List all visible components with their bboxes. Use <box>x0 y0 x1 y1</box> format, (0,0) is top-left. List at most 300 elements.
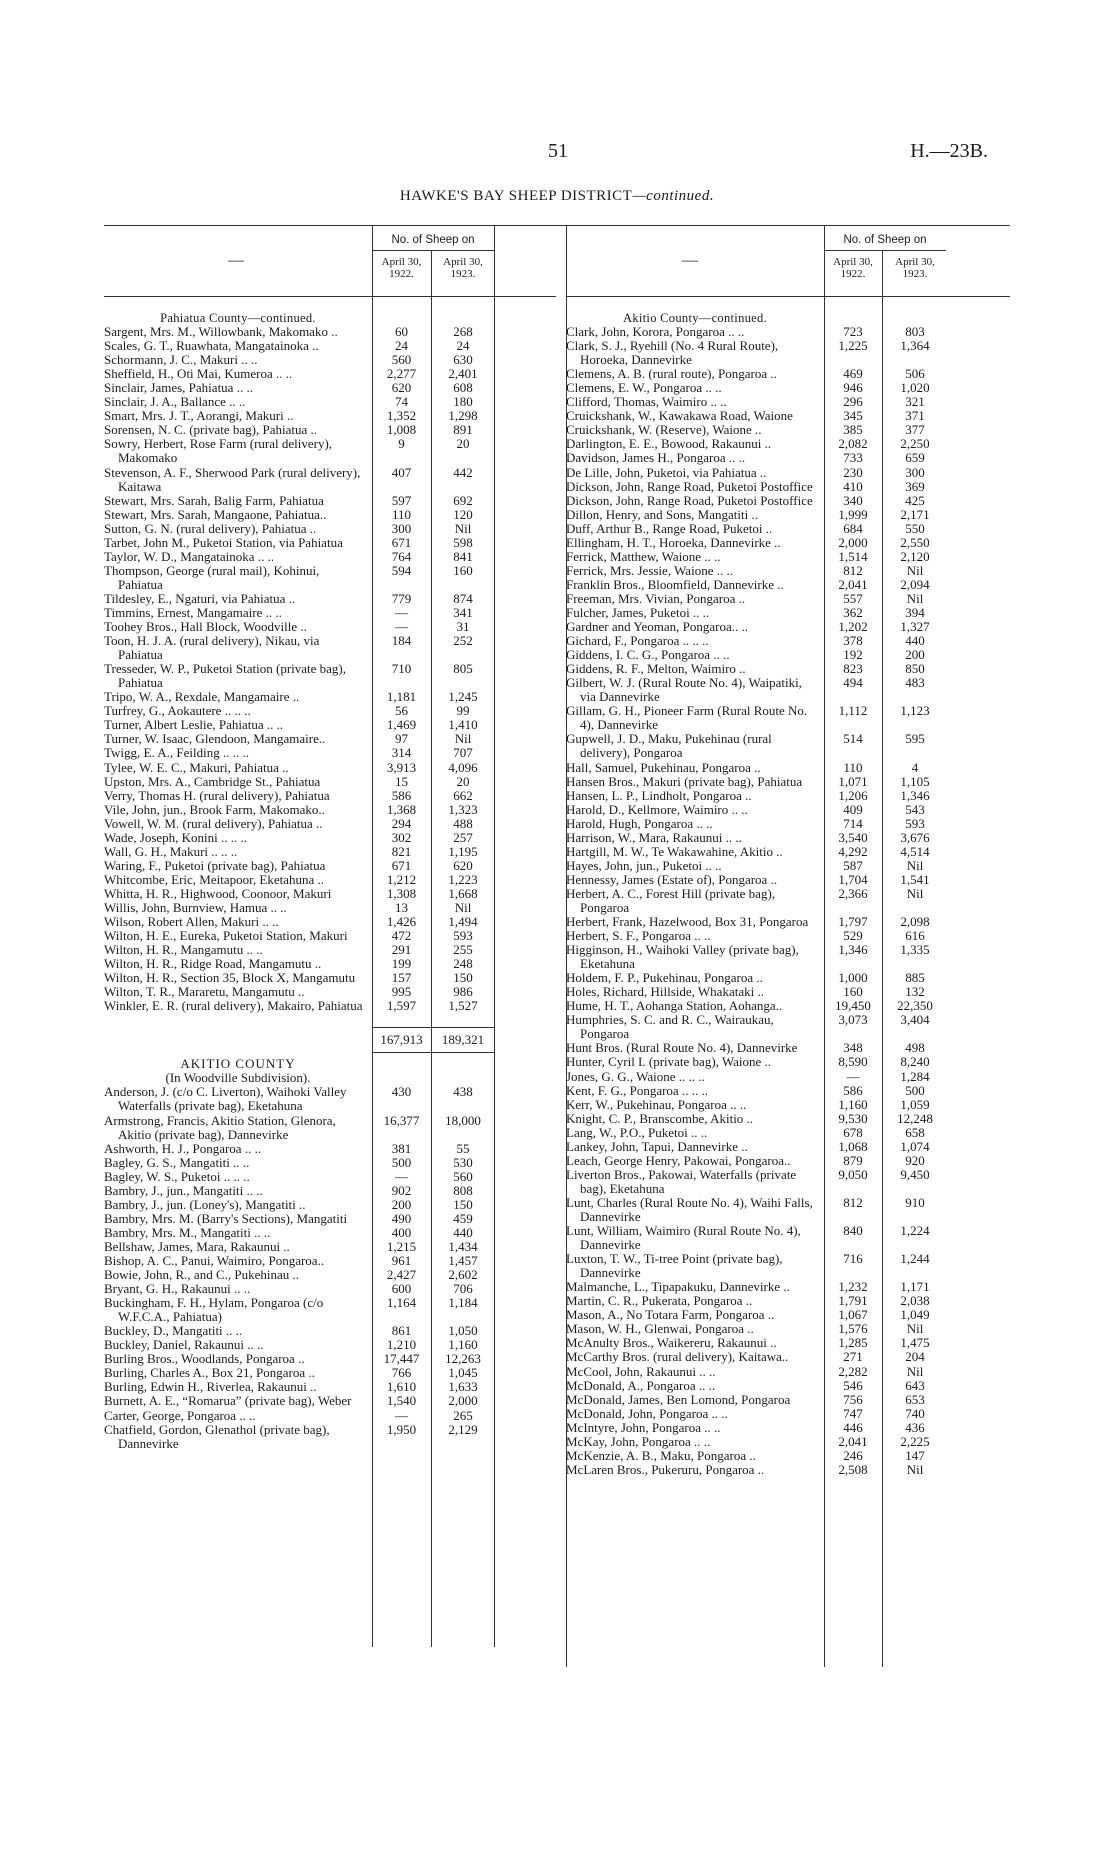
table-row <box>104 620 556 634</box>
holder-name: Armstrong, Francis, Akitio Station, Glenora, Akitio (private bag), Dannevirke <box>104 1112 336 1142</box>
sheep-1922: 812 <box>843 1194 863 1210</box>
holder-name: Vile, John, jun., Brook Farm, Makomako.. <box>104 801 325 817</box>
sheep-1923: 1,123 <box>900 703 930 719</box>
holder-name: Leach, George Henry, Pakowai, Pongaroa.. <box>566 1152 791 1168</box>
holder-name: Tylee, W. E. C., Makuri, Pahiatua .. <box>104 759 289 775</box>
sheep-1923: 483 <box>905 675 925 691</box>
sheep-1922: 385 <box>843 422 863 438</box>
sheep-1923: 662 <box>453 787 473 803</box>
sheep-1923: 1,105 <box>900 773 930 789</box>
sheep-1923: 550 <box>905 520 925 536</box>
sheep-1922: 490 <box>391 1210 412 1226</box>
sheep-1922: 15 <box>395 773 408 789</box>
holder-name: Turner, Albert Leslie, Pahiatua .. .. <box>104 717 284 733</box>
holder-name: Wall, G. H., Makuri .. .. .. <box>104 843 238 859</box>
holder-name: Franklin Bros., Bloomfield, Dannevirke .. <box>566 576 784 592</box>
sheep-1923: 608 <box>453 380 473 396</box>
table-row <box>566 704 1010 732</box>
sheep-1923: 20 <box>456 773 470 789</box>
table-row <box>566 1393 1010 1407</box>
header-col-1922: April 30, 1922. <box>833 256 873 280</box>
sheep-1923: 132 <box>905 984 925 1000</box>
sheep-1923: 147 <box>905 1447 925 1463</box>
sheep-1922: 200 <box>391 1196 412 1212</box>
holder-name: Hall, Samuel, Pukehinau, Pongaroa .. <box>566 759 761 775</box>
table-row <box>104 1156 556 1170</box>
sheep-1923: 12,248 <box>897 1110 933 1126</box>
table-row <box>566 943 1010 971</box>
sheep-1923: 252 <box>453 633 473 649</box>
page-header <box>0 140 1114 164</box>
holder-name: Bagley, W. S., Puketoi .. .. .. <box>104 1168 250 1184</box>
holder-name: Carter, George, Pongaroa .. .. <box>104 1407 256 1423</box>
sheep-1923: Nil <box>906 857 924 873</box>
sheep-1923: Nil <box>906 885 924 901</box>
holder-name: Bambry, J., jun. (Loney's), Mangatiti .. <box>104 1196 306 1212</box>
table-row <box>566 831 1010 845</box>
holder-name: Tripo, W. A., Rexdale, Mangamaire .. <box>104 689 300 705</box>
sheep-1923: 55 <box>456 1140 470 1156</box>
table-row <box>104 1282 556 1296</box>
sheep-1923: 643 <box>905 1377 925 1393</box>
table-row <box>104 901 556 915</box>
table-row <box>566 775 1010 789</box>
table-row <box>566 971 1010 985</box>
table-row <box>104 325 556 339</box>
sheep-1922: 1,950 <box>386 1421 417 1437</box>
table-row <box>566 1084 1010 1098</box>
page-title <box>0 188 1114 205</box>
table-row <box>104 395 556 409</box>
sheep-1922: 557 <box>843 590 863 606</box>
header-col-1923: April 30, 1923. <box>895 256 935 280</box>
holder-name: Sargent, Mrs. M., Willowbank, Makomako .. <box>104 324 338 340</box>
sheep-1922: 1,202 <box>838 619 868 635</box>
table-row <box>104 887 556 901</box>
sheep-1923: 341 <box>453 604 473 620</box>
sheep-1923: 506 <box>905 366 925 382</box>
sheep-1923: Nil <box>906 590 924 606</box>
table-row <box>566 845 1010 859</box>
sheep-1923: 593 <box>905 815 925 831</box>
holder-name: Giddens, I. C. G., Pongaroa .. .. <box>566 647 730 663</box>
holder-name: Bambry, Mrs. M. (Barry's Sections), Mangatiti <box>104 1210 348 1226</box>
sheep-1923: 18,000 <box>445 1112 481 1128</box>
table-row <box>104 957 556 971</box>
sheep-1922: 17,447 <box>383 1351 420 1367</box>
left-table-body <box>104 297 556 1451</box>
table-row <box>566 1435 1010 1449</box>
holder-name: Wade, Joseph, Konini .. .. .. <box>104 829 248 845</box>
sheep-1923: 1,050 <box>448 1323 478 1339</box>
sheep-1922: 594 <box>391 562 412 578</box>
sheep-1923: 1,327 <box>900 619 930 635</box>
holder-name: Gichard, F., Pongaroa .. .. .. <box>566 633 709 649</box>
holder-name: Kerr, W., Pukehinau, Pongaroa .. .. <box>566 1096 747 1112</box>
holder-name: Clark, S. J., Ryehill (No. 4 Rural Route), Horoeka, Dannevirke <box>566 338 779 368</box>
sheep-1922: 733 <box>843 450 863 466</box>
table-row <box>104 1366 556 1380</box>
sheep-1923: 659 <box>905 450 925 466</box>
total-1922: 167,913 <box>380 1032 423 1048</box>
table-row <box>104 1184 556 1198</box>
sheep-1923: 436 <box>905 1419 925 1435</box>
table-row <box>104 859 556 873</box>
table-row <box>104 1170 556 1184</box>
sheep-1922: 560 <box>391 352 412 368</box>
sheep-1922: 1,232 <box>838 1279 868 1295</box>
sheep-1923: 630 <box>453 352 473 368</box>
sheep-1923: 1,074 <box>900 1138 930 1154</box>
table-row <box>566 423 1010 437</box>
table-row <box>566 395 1010 409</box>
sheep-1922: 1,225 <box>838 338 868 354</box>
table-row <box>566 550 1010 564</box>
sheep-1922: 1,426 <box>386 914 417 930</box>
table-row <box>566 381 1010 395</box>
table-row <box>566 564 1010 578</box>
table-row <box>104 606 556 620</box>
holder-name: Verry, Thomas H. (rural delivery), Pahiatua <box>104 787 330 803</box>
table-row <box>566 522 1010 536</box>
sheep-1923: Nil <box>906 1363 924 1379</box>
holder-name: Giddens, R. F., Melton, Waimiro .. <box>566 661 746 677</box>
table-row <box>566 1308 1010 1322</box>
table-row <box>104 1380 556 1394</box>
sheep-1922: 2,041 <box>838 576 868 592</box>
county-total-row <box>372 1027 494 1053</box>
table-row <box>104 409 556 423</box>
holder-name: Mason, W. H., Glenwai, Pongaroa .. <box>566 1321 754 1337</box>
table-row <box>104 1352 556 1366</box>
sheep-1923: 1,224 <box>900 1223 930 1239</box>
sheep-1922: 1,210 <box>386 1337 417 1353</box>
sheep-1922: 1,797 <box>838 914 868 930</box>
sheep-1923: 2,098 <box>900 914 930 930</box>
holder-name: Clemens, A. B. (rural route), Pongaroa .. <box>566 366 777 382</box>
holder-name: Jones, G. G., Waione .. .. .. <box>566 1068 705 1084</box>
sheep-1923: Nil <box>906 1461 924 1477</box>
table-row <box>104 1142 556 1156</box>
sheep-1922: 671 <box>391 857 412 873</box>
holder-name: McLaren Bros., Pukeruru, Pongaroa .. <box>566 1461 765 1477</box>
table-row <box>566 437 1010 451</box>
holder-name: Hume, H. T., Aohanga Station, Aohanga.. <box>566 998 783 1014</box>
table-row <box>104 381 556 395</box>
table-row <box>104 789 556 803</box>
sheep-1922: 184 <box>391 633 412 649</box>
sheep-1922: 2,366 <box>838 885 868 901</box>
sheep-1922: 294 <box>391 815 412 831</box>
sheep-1923: 20 <box>456 436 470 452</box>
sheep-1923: 616 <box>905 928 925 944</box>
sheep-1922: 469 <box>843 366 863 382</box>
holder-name: Toohey Bros., Hall Block, Woodville .. <box>104 619 307 635</box>
sheep-1922: 1,791 <box>838 1293 868 1309</box>
sheep-1923: 200 <box>905 647 925 663</box>
sheep-1923: 488 <box>453 815 473 831</box>
sheep-1922: 24 <box>395 338 408 354</box>
sheep-1922: 4,292 <box>838 843 868 859</box>
holder-name: Ferrick, Mrs. Jessie, Waione .. .. <box>566 562 733 578</box>
sheep-1922: 410 <box>843 478 863 494</box>
sheep-1922: 514 <box>843 731 863 747</box>
sheep-1923: 12,263 <box>445 1351 481 1367</box>
table-row <box>566 1070 1010 1084</box>
holder-name: Timmins, Ernest, Mangamaire .. .. <box>104 604 282 620</box>
holder-name: Martin, C. R., Pukerata, Pongaroa .. <box>566 1293 753 1309</box>
table-row <box>566 817 1010 831</box>
table-row <box>104 1254 556 1268</box>
holder-name: Wilton, H. R., Mangamutu .. .. <box>104 942 263 958</box>
sheep-1923: Nil <box>454 899 472 915</box>
sheep-1922: 9 <box>398 436 405 452</box>
table-row <box>566 578 1010 592</box>
sheep-1923: 4,514 <box>900 843 930 859</box>
sheep-1922: 407 <box>391 464 412 480</box>
table-row <box>566 1350 1010 1364</box>
holder-name: Burling, Edwin H., Riverlea, Rakaunui .. <box>104 1379 317 1395</box>
table-row <box>104 353 556 367</box>
sheep-1922: 586 <box>391 787 412 803</box>
holder-name: Wilton, H. R., Section 35, Block X, Mangamutu <box>104 970 356 986</box>
sheep-1922: 2,041 <box>838 1433 868 1449</box>
holder-name: Buckley, D., Mangatiti .. .. <box>104 1323 243 1339</box>
table-row <box>566 1126 1010 1140</box>
sheep-1922: 199 <box>391 956 412 972</box>
table-row <box>104 761 556 775</box>
sheep-1922: 1,308 <box>386 885 417 901</box>
holder-name: Whitcombe, Eric, Meitapoor, Eketahuna .. <box>104 871 325 887</box>
sheep-1923: 438 <box>453 1084 473 1100</box>
section-heading: Pahiatua County—continued. <box>160 311 316 325</box>
table-row <box>104 831 556 845</box>
sheep-1922: 620 <box>391 380 412 396</box>
sheep-1922: 1,999 <box>838 506 868 522</box>
table-row <box>566 536 1010 550</box>
table-row <box>566 1168 1010 1196</box>
sheep-1922: 756 <box>843 1391 863 1407</box>
table-row <box>566 494 1010 508</box>
table-row <box>104 339 556 353</box>
table-row <box>566 1421 1010 1435</box>
table-row <box>104 1338 556 1352</box>
table-row <box>566 789 1010 803</box>
table-row <box>566 606 1010 620</box>
sheep-1922: 1,068 <box>838 1138 868 1154</box>
page-number: 51 <box>548 140 568 162</box>
sheep-1923: Nil <box>454 520 472 536</box>
holder-name: Darlington, E. E., Bowood, Rakaunui .. <box>566 436 772 452</box>
table-row <box>566 451 1010 465</box>
holder-name: Sowry, Herbert, Rose Farm (rural delivery), Makomako <box>104 436 333 466</box>
holder-name: Holes, Richard, Hillside, Whakataki .. <box>566 984 764 1000</box>
sheep-1923: 3,676 <box>900 829 930 845</box>
sheep-1922: 995 <box>391 984 412 1000</box>
header-dash: — <box>682 252 698 269</box>
sheep-1922: 500 <box>391 1154 412 1170</box>
holder-name: Winkler, E. R. (rural delivery), Makairo, Pahiatua <box>104 998 363 1014</box>
sheep-1923: 257 <box>453 829 473 845</box>
holder-name: Hansen Bros., Makuri (private bag), Pahiatua <box>566 773 803 789</box>
holder-name: Stevenson, A. F., Sherwood Park (rural delivery), Kaitawa <box>104 464 361 494</box>
sheep-1922: 1,346 <box>838 942 868 958</box>
holder-name: Hartgill, M. W., Te Wakawahine, Akitio .. <box>566 843 783 859</box>
sheep-1923: 2,038 <box>900 1293 930 1309</box>
sheep-1923: 808 <box>453 1182 473 1198</box>
sheep-1922: 291 <box>391 942 412 958</box>
sheep-1923: 1,410 <box>448 717 478 733</box>
left-column <box>104 226 556 1451</box>
holder-name: Ellingham, H. T., Horoeka, Dannevirke .. <box>566 534 781 550</box>
holder-name: Kent, F. G., Pongaroa .. .. .. <box>566 1082 708 1098</box>
holder-name: Wilton, T. R., Mararetu, Mangamutu .. <box>104 984 305 1000</box>
sheep-1922: 230 <box>843 464 863 480</box>
table-row <box>566 1112 1010 1126</box>
sheep-1923: 841 <box>453 548 473 564</box>
sheep-1922: 430 <box>391 1084 412 1100</box>
sheep-1923: 4,096 <box>448 759 478 775</box>
sheep-1923: 498 <box>905 1040 925 1056</box>
sheep-1923: 2,401 <box>448 366 478 382</box>
sheep-1923: 805 <box>453 661 473 677</box>
table-row <box>104 746 556 760</box>
sheep-1923: 4 <box>911 759 919 775</box>
holder-name: Liverton Bros., Pakowai, Waterfalls (private bag), Eketahuna <box>566 1166 797 1196</box>
holder-name: Vowell, W. M. (rural delivery), Pahiatua .. <box>104 815 323 831</box>
table-row <box>104 985 556 999</box>
sheep-1922: 946 <box>843 380 863 396</box>
sheep-1922: 779 <box>391 590 412 606</box>
sheep-1923: 440 <box>905 633 925 649</box>
sheep-1922: 1,000 <box>838 970 868 986</box>
sheep-1923: 369 <box>905 478 925 494</box>
sheep-1922: 246 <box>843 1447 863 1463</box>
sheep-1922: 840 <box>843 1223 863 1239</box>
sheep-1922: 1,469 <box>386 717 417 733</box>
sheep-1922: 1,514 <box>838 548 868 564</box>
sheep-1922: 472 <box>391 928 412 944</box>
sheep-1923: 1,245 <box>448 689 478 705</box>
table-row <box>566 859 1010 873</box>
sheep-1922: — <box>846 1068 860 1084</box>
sheep-1922: 1,285 <box>838 1335 868 1351</box>
sheep-1922: 110 <box>391 506 412 522</box>
table-row <box>104 550 556 564</box>
holder-name: Bambry, J., jun., Mangatiti .. .. <box>104 1182 263 1198</box>
sheep-1922: 764 <box>391 548 412 564</box>
holder-name: Freeman, Mrs. Vivian, Pongaroa .. <box>566 590 746 606</box>
table-row <box>566 367 1010 381</box>
holder-name: Bishop, A. C., Panui, Waimiro, Pongaroa.. <box>104 1253 325 1268</box>
sheep-1922: 1,368 <box>386 801 417 817</box>
document-code: H.—23B. <box>910 140 988 162</box>
holder-name: De Lille, John, Puketoi, via Pahiatua .. <box>566 464 767 480</box>
sheep-1923: 255 <box>453 942 473 958</box>
sheep-1923: 9,450 <box>900 1166 930 1182</box>
right-column <box>566 226 1010 1477</box>
sheep-1923: 459 <box>453 1210 473 1226</box>
sheep-1922: 3,540 <box>838 829 868 845</box>
holder-name: Hunt Bros. (Rural Route No. 4), Dannevirke <box>566 1040 798 1056</box>
table-row <box>566 325 1010 339</box>
sheep-1923: 910 <box>905 1194 925 1210</box>
holder-name: Schormann, J. C., Makuri .. .. <box>104 352 258 368</box>
sheep-1923: 2,250 <box>900 436 930 452</box>
holder-name: McKay, John, Pongaroa .. .. <box>566 1433 711 1449</box>
table-row <box>104 775 556 789</box>
sheep-1922: — <box>395 619 408 635</box>
table-row <box>104 971 556 985</box>
table-row <box>566 409 1010 423</box>
sheep-1923: 150 <box>453 970 473 986</box>
holder-name: Lunt, William, Waimiro (Rural Route No. 4), Dannevirke <box>566 1223 801 1253</box>
holder-name: Whitta, H. R., Highwood, Coonoor, Makuri <box>104 885 332 901</box>
sheep-1922: 1,352 <box>386 408 417 424</box>
sheep-1922: 340 <box>843 492 863 508</box>
sheep-1923: Nil <box>906 1321 924 1337</box>
table-row <box>566 1407 1010 1421</box>
table-row <box>104 1268 556 1282</box>
table-row <box>104 1423 556 1451</box>
sheep-1923: 1,244 <box>900 1251 930 1267</box>
left-table-header <box>104 226 556 297</box>
sheep-1923: 371 <box>905 408 925 424</box>
table-row <box>566 1294 1010 1308</box>
right-table-body <box>566 297 1010 1477</box>
holder-name: Fulcher, James, Puketoi .. .. <box>566 604 710 620</box>
sheep-1922: 902 <box>391 1182 412 1198</box>
holder-name: Sinclair, J. A., Ballance .. .. <box>104 394 246 410</box>
table-row <box>104 1324 556 1338</box>
table-row <box>566 999 1010 1013</box>
sheep-1922: 1,212 <box>386 871 417 887</box>
holder-name: Stewart, Mrs. Sarah, Balig Farm, Pahiatua <box>104 492 324 508</box>
table-row <box>566 339 1010 367</box>
holder-name: Anderson, J. (c/o C. Liverton), Waihoki Valley Waterfalls (private bag), Eketahuna <box>104 1084 347 1114</box>
sheep-1923: 1,527 <box>448 998 478 1014</box>
sheep-1922: 378 <box>843 633 863 649</box>
table-row <box>566 592 1010 606</box>
holder-name: Tildesley, E., Ngaturi, via Pahiatua .. <box>104 590 296 606</box>
sheep-1922: 1,704 <box>838 871 868 887</box>
holder-name: Scales, G. T., Ruawhata, Mangatainoka .. <box>104 338 319 354</box>
sheep-1923: 1,494 <box>448 914 478 930</box>
table-row <box>566 1196 1010 1224</box>
table-row <box>104 494 556 508</box>
sheep-1923: 1,364 <box>900 338 930 354</box>
holder-name: Sorensen, N. C. (private bag), Pahiatua .. <box>104 422 318 438</box>
table-row <box>566 676 1010 704</box>
title-main: HAWKE'S BAY SHEEP DISTRICT <box>399 188 633 204</box>
sheep-1923: 920 <box>905 1152 925 1168</box>
sheep-1923: 1,457 <box>448 1253 478 1268</box>
sheep-1922: 271 <box>843 1349 863 1365</box>
table-row <box>104 732 556 746</box>
table-row <box>104 999 556 1013</box>
holder-name: Burnett, A. E., “Romarua” (private bag), Weber <box>104 1393 352 1409</box>
table-row <box>104 1085 556 1113</box>
sheep-1923: 99 <box>456 703 470 719</box>
sheep-1922: 8,590 <box>838 1054 868 1070</box>
sheep-1923: 2,171 <box>900 506 930 522</box>
table-row <box>566 1041 1010 1055</box>
sheep-1922: 2,277 <box>386 366 417 382</box>
sheep-1922: 766 <box>391 1365 412 1381</box>
table-row <box>566 873 1010 887</box>
sheep-1922: 446 <box>843 1419 863 1435</box>
sheep-1923: 740 <box>905 1405 925 1421</box>
